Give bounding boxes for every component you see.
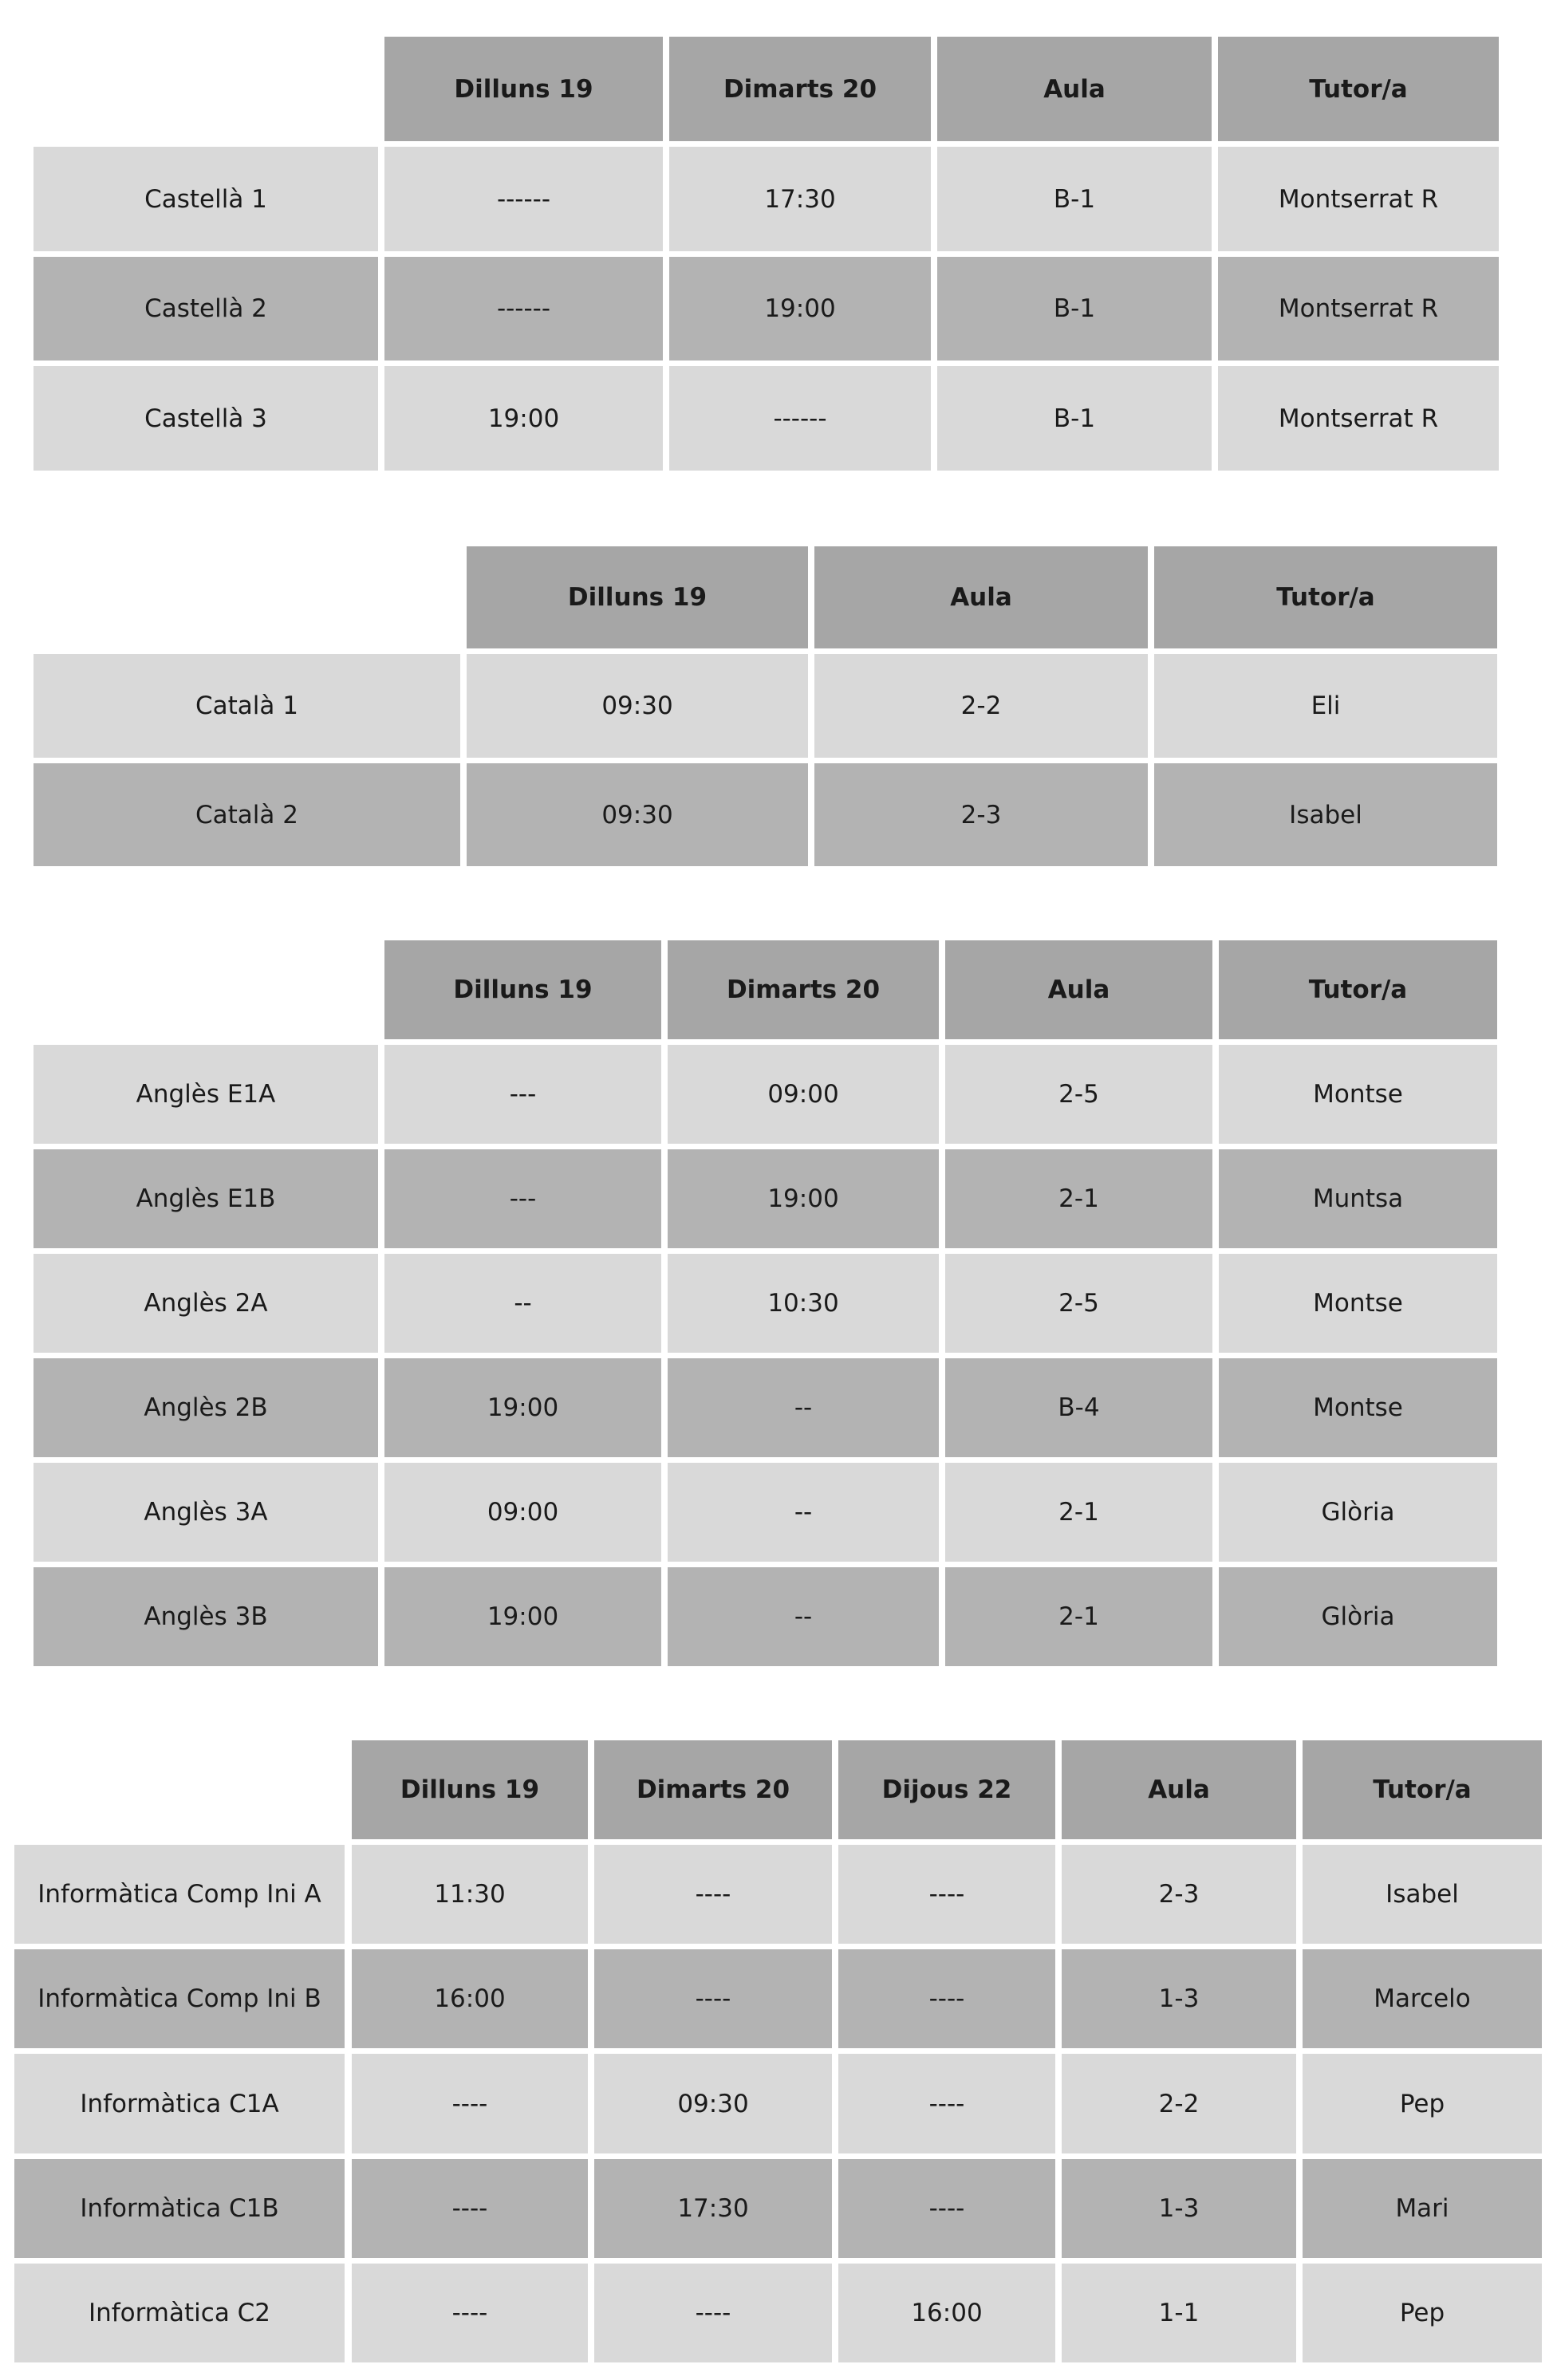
table-angles-cell: Montse: [1219, 1254, 1497, 1353]
table-castella-cell: ------: [384, 257, 663, 361]
table-angles-row-label: Anglès 2B: [34, 1358, 378, 1457]
table-informatica-row-label: Informàtica Comp Ini A: [14, 1845, 345, 1944]
table-informatica-cell: ----: [838, 2054, 1055, 2153]
table-angles-header-cell: Dimarts 20: [668, 940, 939, 1039]
table-castella-cell: B-1: [937, 257, 1212, 361]
table-informatica-header-cell: Dijous 22: [838, 1740, 1055, 1839]
table-angles-header-cell: Dilluns 19: [384, 940, 661, 1039]
table-angles-cell: ---: [384, 1149, 661, 1248]
table-catala-cell: 09:30: [467, 654, 808, 758]
table-informatica-header-cell: Tutor/a: [1303, 1740, 1542, 1839]
table-castella-cell: 19:00: [669, 257, 931, 361]
table-informatica-cell: 11:30: [352, 1845, 588, 1944]
table-informatica-row-label: Informàtica C1B: [14, 2159, 345, 2258]
table-catala-cell: 2-2: [814, 654, 1148, 758]
table-castella-header-cell: Dilluns 19: [384, 37, 663, 141]
table-informatica-cell: Pep: [1303, 2264, 1542, 2362]
table-angles-cell: 2-5: [945, 1254, 1212, 1353]
table-castella-header-cell: Dimarts 20: [669, 37, 931, 141]
table-angles-cell: --: [668, 1358, 939, 1457]
table-informatica-cell: 16:00: [838, 2264, 1055, 2362]
table-informatica-cell: ----: [594, 2264, 832, 2362]
table-informatica-header-cell: Dimarts 20: [594, 1740, 832, 1839]
table-angles-header-cell: Aula: [945, 940, 1212, 1039]
table-informatica-cell: ----: [838, 1949, 1055, 2048]
table-informatica-cell: Mari: [1303, 2159, 1542, 2258]
table-informatica-cell: 2-3: [1062, 1845, 1296, 1944]
table-angles-cell: Glòria: [1219, 1567, 1497, 1666]
table-catala-cell: Eli: [1154, 654, 1497, 758]
table-angles-cell: Montse: [1219, 1358, 1497, 1457]
table-catala-row-label: Català 2: [34, 763, 460, 866]
table-informatica-cell: ----: [352, 2054, 588, 2153]
table-angles-cell: --: [668, 1463, 939, 1562]
table-angles-cell: Muntsa: [1219, 1149, 1497, 1248]
table-informatica-cell: ----: [352, 2159, 588, 2258]
table-informatica-cell: 1-3: [1062, 2159, 1296, 2258]
table-angles-row-label: Anglès 2A: [34, 1254, 378, 1353]
table-informatica-row-label: Informàtica C2: [14, 2264, 345, 2362]
table-informatica-cell: 16:00: [352, 1949, 588, 2048]
table-angles-cell: Glòria: [1219, 1463, 1497, 1562]
table-angles-header-cell: Tutor/a: [1219, 940, 1497, 1039]
table-castella-row-label: Castellà 1: [34, 147, 378, 251]
table-angles-row-label: Anglès 3B: [34, 1567, 378, 1666]
table-castella-row-label: Castellà 2: [34, 257, 378, 361]
table-informatica-cell: ----: [352, 2264, 588, 2362]
table-informatica-cell: ----: [594, 1949, 832, 2048]
table-castella-header-cell: Tutor/a: [1218, 37, 1499, 141]
table-catala-header-cell: Tutor/a: [1154, 546, 1497, 648]
table-castella-cell: Montserrat R: [1218, 147, 1499, 251]
table-informatica-cell: 09:30: [594, 2054, 832, 2153]
table-angles-cell: 2-1: [945, 1149, 1212, 1248]
table-angles-row-label: Anglès E1B: [34, 1149, 378, 1248]
table-informatica-cell: ----: [838, 1845, 1055, 1944]
table-castella-row-label: Castellà 3: [34, 366, 378, 471]
table-castella-cell: 19:00: [384, 366, 663, 471]
table-informatica-cell: Marcelo: [1303, 1949, 1542, 2048]
table-angles-cell: 2-1: [945, 1463, 1212, 1562]
table-catala-header-cell: Aula: [814, 546, 1148, 648]
table-catala-row-label: Català 1: [34, 654, 460, 758]
table-informatica-header-cell: Aula: [1062, 1740, 1296, 1839]
table-angles-cell: 2-1: [945, 1567, 1212, 1666]
table-angles-cell: Montse: [1219, 1045, 1497, 1144]
table-angles-cell: --: [668, 1567, 939, 1666]
table-informatica-row-label: Informàtica Comp Ini B: [14, 1949, 345, 2048]
table-catala-header-cell: Dilluns 19: [467, 546, 808, 648]
table-informatica-cell: 1-1: [1062, 2264, 1296, 2362]
table-angles-cell: --: [384, 1254, 661, 1353]
table-castella-cell: ------: [669, 366, 931, 471]
table-catala-cell: 09:30: [467, 763, 808, 866]
table-informatica-cell: ----: [838, 2159, 1055, 2258]
table-angles-row-label: Anglès E1A: [34, 1045, 378, 1144]
table-angles-row-label: Anglès 3A: [34, 1463, 378, 1562]
table-castella-cell: Montserrat R: [1218, 257, 1499, 361]
table-angles-cell: 19:00: [668, 1149, 939, 1248]
table-informatica-cell: ----: [594, 1845, 832, 1944]
table-informatica-cell: 17:30: [594, 2159, 832, 2258]
table-informatica-cell: 2-2: [1062, 2054, 1296, 2153]
table-catala-cell: 2-3: [814, 763, 1148, 866]
table-informatica-cell: Isabel: [1303, 1845, 1542, 1944]
table-castella-cell: 17:30: [669, 147, 931, 251]
table-informatica-cell: Pep: [1303, 2054, 1542, 2153]
table-angles-cell: 09:00: [384, 1463, 661, 1562]
table-angles-cell: 10:30: [668, 1254, 939, 1353]
table-castella-cell: B-1: [937, 147, 1212, 251]
table-castella-header-cell: Aula: [937, 37, 1212, 141]
table-informatica-row-label: Informàtica C1A: [14, 2054, 345, 2153]
table-catala-cell: Isabel: [1154, 763, 1497, 866]
table-angles-cell: 19:00: [384, 1567, 661, 1666]
table-castella-cell: ------: [384, 147, 663, 251]
table-angles-cell: ---: [384, 1045, 661, 1144]
table-informatica-header-cell: Dilluns 19: [352, 1740, 588, 1839]
table-angles-cell: B-4: [945, 1358, 1212, 1457]
table-informatica-cell: 1-3: [1062, 1949, 1296, 2048]
table-castella-cell: B-1: [937, 366, 1212, 471]
table-angles-cell: 09:00: [668, 1045, 939, 1144]
table-angles-cell: 19:00: [384, 1358, 661, 1457]
table-castella-cell: Montserrat R: [1218, 366, 1499, 471]
table-angles-cell: 2-5: [945, 1045, 1212, 1144]
